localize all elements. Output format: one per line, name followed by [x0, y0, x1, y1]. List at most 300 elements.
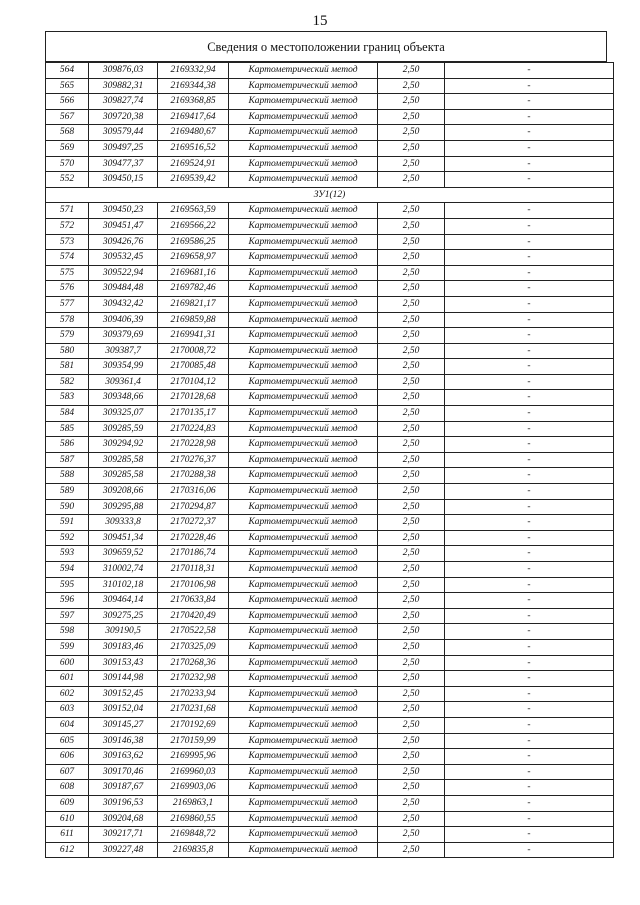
precision-cell: 2,50: [378, 390, 445, 406]
point-number: 609: [46, 795, 89, 811]
coord-x: 309579,44: [89, 125, 158, 141]
coord-y: 2170272,37: [158, 515, 229, 531]
method-cell: Картометрический метод: [229, 764, 378, 780]
precision-cell: 2,50: [378, 94, 445, 110]
description-cell: -: [445, 780, 614, 796]
coord-y: 2170276,37: [158, 452, 229, 468]
coord-y: 2170522,58: [158, 624, 229, 640]
method-cell: Картометрический метод: [229, 717, 378, 733]
method-cell: Картометрический метод: [229, 78, 378, 94]
description-cell: -: [445, 203, 614, 219]
method-cell: Картометрический метод: [229, 562, 378, 578]
point-number: 606: [46, 749, 89, 765]
description-cell: -: [445, 63, 614, 79]
precision-cell: 2,50: [378, 624, 445, 640]
point-number: 602: [46, 686, 89, 702]
precision-cell: 2,50: [378, 608, 445, 624]
precision-cell: 2,50: [378, 639, 445, 655]
table-row: [46, 842, 614, 858]
table-body-second-section: [46, 203, 614, 858]
method-cell: Картометрический метод: [229, 577, 378, 593]
method-cell: Картометрический метод: [229, 390, 378, 406]
coord-y: 2170135,17: [158, 406, 229, 422]
table-row: [46, 328, 614, 344]
point-number: 612: [46, 842, 89, 858]
description-cell: -: [445, 94, 614, 110]
method-cell: Картометрический метод: [229, 484, 378, 500]
precision-cell: 2,50: [378, 686, 445, 702]
method-cell: Картометрический метод: [229, 655, 378, 671]
table-row: [46, 172, 614, 188]
coord-y: 2169995,96: [158, 749, 229, 765]
precision-cell: 2,50: [378, 296, 445, 312]
method-cell: Картометрический метод: [229, 265, 378, 281]
description-cell: -: [445, 608, 614, 624]
coord-x: 309450,23: [89, 203, 158, 219]
table-row: [46, 702, 614, 718]
method-cell: Картометрический метод: [229, 156, 378, 172]
coord-x: 309532,45: [89, 250, 158, 266]
table-row: [46, 359, 614, 375]
point-number: 608: [46, 780, 89, 796]
table-row: [46, 562, 614, 578]
coord-x: 309720,38: [89, 109, 158, 125]
table-row: [46, 296, 614, 312]
method-cell: Картометрический метод: [229, 109, 378, 125]
coord-x: 309144,98: [89, 671, 158, 687]
coordinates-table: [45, 62, 614, 858]
description-cell: -: [445, 265, 614, 281]
method-cell: Картометрический метод: [229, 546, 378, 562]
precision-cell: 2,50: [378, 172, 445, 188]
point-number: 597: [46, 608, 89, 624]
precision-cell: 2,50: [378, 250, 445, 266]
description-cell: -: [445, 530, 614, 546]
point-number: 570: [46, 156, 89, 172]
table-row: [46, 125, 614, 141]
coord-x: 309190,5: [89, 624, 158, 640]
point-number: 593: [46, 546, 89, 562]
coord-y: 2169586,25: [158, 234, 229, 250]
coord-x: 309285,58: [89, 468, 158, 484]
coord-x: 309464,14: [89, 593, 158, 609]
method-cell: Картометрический метод: [229, 780, 378, 796]
description-cell: -: [445, 109, 614, 125]
table-row: [46, 265, 614, 281]
point-number: 578: [46, 312, 89, 328]
point-number: 575: [46, 265, 89, 281]
description-cell: -: [445, 749, 614, 765]
point-number: 603: [46, 702, 89, 718]
coord-x: 309294,92: [89, 437, 158, 453]
point-number: 565: [46, 78, 89, 94]
coord-y: 2170228,46: [158, 530, 229, 546]
point-number: 601: [46, 671, 89, 687]
description-cell: -: [445, 343, 614, 359]
method-cell: Картометрический метод: [229, 94, 378, 110]
description-cell: -: [445, 577, 614, 593]
table-row: [46, 281, 614, 297]
coord-y: 2170008,72: [158, 343, 229, 359]
point-number: 573: [46, 234, 89, 250]
precision-cell: 2,50: [378, 780, 445, 796]
table-row: [46, 343, 614, 359]
coord-y: 2170128,68: [158, 390, 229, 406]
description-cell: -: [445, 484, 614, 500]
coord-y: 2170228,98: [158, 437, 229, 453]
table-row: [46, 686, 614, 702]
table-row: [46, 624, 614, 640]
method-cell: Картометрический метод: [229, 733, 378, 749]
section-subheader: ЗУ1(12): [46, 187, 614, 203]
point-number: 594: [46, 562, 89, 578]
coord-x: 309170,46: [89, 764, 158, 780]
boundary-table-container: [45, 31, 607, 858]
table-row: [46, 749, 614, 765]
method-cell: Картометрический метод: [229, 468, 378, 484]
point-number: 569: [46, 140, 89, 156]
precision-cell: 2,50: [378, 764, 445, 780]
table-row: [46, 374, 614, 390]
precision-cell: 2,50: [378, 795, 445, 811]
coord-y: 2169860,55: [158, 811, 229, 827]
table-row: [46, 452, 614, 468]
point-number: 610: [46, 811, 89, 827]
description-cell: -: [445, 811, 614, 827]
subheader-row: [46, 187, 614, 203]
point-number: 595: [46, 577, 89, 593]
point-number: 599: [46, 639, 89, 655]
method-cell: Картометрический метод: [229, 639, 378, 655]
coord-y: 2170224,83: [158, 421, 229, 437]
precision-cell: 2,50: [378, 234, 445, 250]
precision-cell: 2,50: [378, 63, 445, 79]
point-number: 574: [46, 250, 89, 266]
description-cell: -: [445, 218, 614, 234]
coord-y: 2170288,38: [158, 468, 229, 484]
table-row: [46, 218, 614, 234]
table-row: [46, 109, 614, 125]
precision-cell: 2,50: [378, 265, 445, 281]
precision-cell: 2,50: [378, 452, 445, 468]
coord-x: 309333,8: [89, 515, 158, 531]
coord-x: 309354,99: [89, 359, 158, 375]
table-row: [46, 530, 614, 546]
coord-y: 2170268,36: [158, 655, 229, 671]
table-row: [46, 655, 614, 671]
precision-cell: 2,50: [378, 374, 445, 390]
coord-x: 309379,69: [89, 328, 158, 344]
precision-cell: 2,50: [378, 343, 445, 359]
table-row: [46, 499, 614, 515]
point-number: 585: [46, 421, 89, 437]
table-row: [46, 639, 614, 655]
description-cell: -: [445, 764, 614, 780]
coord-x: 309451,34: [89, 530, 158, 546]
coord-y: 2169539,42: [158, 172, 229, 188]
coord-y: 2169681,16: [158, 265, 229, 281]
description-cell: -: [445, 795, 614, 811]
point-number: 577: [46, 296, 89, 312]
table-row: [46, 671, 614, 687]
description-cell: -: [445, 546, 614, 562]
precision-cell: 2,50: [378, 577, 445, 593]
precision-cell: 2,50: [378, 562, 445, 578]
point-number: 607: [46, 764, 89, 780]
coord-y: 2169332,94: [158, 63, 229, 79]
point-number: 605: [46, 733, 89, 749]
coord-x: 309522,94: [89, 265, 158, 281]
method-cell: Картометрический метод: [229, 312, 378, 328]
description-cell: -: [445, 156, 614, 172]
coord-x: 309196,53: [89, 795, 158, 811]
description-cell: -: [445, 515, 614, 531]
method-cell: Картометрический метод: [229, 437, 378, 453]
precision-cell: 2,50: [378, 655, 445, 671]
description-cell: -: [445, 452, 614, 468]
coord-y: 2169658,97: [158, 250, 229, 266]
table-row: [46, 406, 614, 422]
precision-cell: 2,50: [378, 702, 445, 718]
description-cell: -: [445, 733, 614, 749]
method-cell: Картометрический метод: [229, 374, 378, 390]
table-row: [46, 437, 614, 453]
coord-y: 2169782,46: [158, 281, 229, 297]
method-cell: Картометрический метод: [229, 63, 378, 79]
table-row: [46, 140, 614, 156]
method-cell: Картометрический метод: [229, 172, 378, 188]
table-body-first-section: [46, 63, 614, 188]
method-cell: Картометрический метод: [229, 624, 378, 640]
subheader-section: [46, 187, 614, 203]
coord-x: 309432,42: [89, 296, 158, 312]
coord-y: 2170231,68: [158, 702, 229, 718]
point-number: 566: [46, 94, 89, 110]
coord-y: 2170633,84: [158, 593, 229, 609]
coord-y: 2169344,38: [158, 78, 229, 94]
description-cell: -: [445, 639, 614, 655]
precision-cell: 2,50: [378, 140, 445, 156]
precision-cell: 2,50: [378, 842, 445, 858]
precision-cell: 2,50: [378, 546, 445, 562]
coord-y: 2169480,67: [158, 125, 229, 141]
coord-y: 2169524,91: [158, 156, 229, 172]
point-number: 587: [46, 452, 89, 468]
coord-x: 310002,74: [89, 562, 158, 578]
method-cell: Картометрический метод: [229, 140, 378, 156]
description-cell: -: [445, 593, 614, 609]
table-row: [46, 764, 614, 780]
description-cell: -: [445, 140, 614, 156]
coord-y: 2169848,72: [158, 827, 229, 843]
coord-y: 2170325,09: [158, 639, 229, 655]
coord-x: 309227,48: [89, 842, 158, 858]
coord-x: 309876,03: [89, 63, 158, 79]
coord-y: 2170104,12: [158, 374, 229, 390]
coord-y: 2169563,59: [158, 203, 229, 219]
point-number: 584: [46, 406, 89, 422]
coord-x: 309152,04: [89, 702, 158, 718]
coord-x: 309145,27: [89, 717, 158, 733]
coord-y: 2170316,06: [158, 484, 229, 500]
point-number: 568: [46, 125, 89, 141]
coord-x: 309217,71: [89, 827, 158, 843]
table-row: [46, 78, 614, 94]
method-cell: Картометрический метод: [229, 234, 378, 250]
point-number: 583: [46, 390, 89, 406]
table-row: [46, 234, 614, 250]
coord-x: 310102,18: [89, 577, 158, 593]
coord-x: 309882,31: [89, 78, 158, 94]
description-cell: -: [445, 702, 614, 718]
description-cell: -: [445, 281, 614, 297]
precision-cell: 2,50: [378, 328, 445, 344]
coord-x: 309153,43: [89, 655, 158, 671]
coord-y: 2170232,98: [158, 671, 229, 687]
method-cell: Картометрический метод: [229, 842, 378, 858]
precision-cell: 2,50: [378, 499, 445, 515]
precision-cell: 2,50: [378, 312, 445, 328]
description-cell: -: [445, 842, 614, 858]
table-row: [46, 203, 614, 219]
precision-cell: 2,50: [378, 109, 445, 125]
coord-x: 309477,37: [89, 156, 158, 172]
point-number: 579: [46, 328, 89, 344]
coord-x: 309183,46: [89, 639, 158, 655]
method-cell: Картометрический метод: [229, 593, 378, 609]
coord-x: 309659,52: [89, 546, 158, 562]
coord-y: 2169903,06: [158, 780, 229, 796]
table-row: [46, 515, 614, 531]
precision-cell: 2,50: [378, 484, 445, 500]
table-row: [46, 717, 614, 733]
table-row: [46, 94, 614, 110]
coord-x: 309361,4: [89, 374, 158, 390]
description-cell: -: [445, 562, 614, 578]
precision-cell: 2,50: [378, 421, 445, 437]
coord-x: 309152,45: [89, 686, 158, 702]
description-cell: -: [445, 359, 614, 375]
point-number: 600: [46, 655, 89, 671]
point-number: 596: [46, 593, 89, 609]
coord-x: 309497,25: [89, 140, 158, 156]
coord-y: 2170106,98: [158, 577, 229, 593]
method-cell: Картометрический метод: [229, 125, 378, 141]
table-row: [46, 780, 614, 796]
point-number: 586: [46, 437, 89, 453]
precision-cell: 2,50: [378, 125, 445, 141]
precision-cell: 2,50: [378, 78, 445, 94]
description-cell: -: [445, 624, 614, 640]
coord-x: 309325,07: [89, 406, 158, 422]
method-cell: Картометрический метод: [229, 530, 378, 546]
description-cell: -: [445, 374, 614, 390]
coord-x: 309295,88: [89, 499, 158, 515]
coord-y: 2169516,52: [158, 140, 229, 156]
method-cell: Картометрический метод: [229, 421, 378, 437]
method-cell: Картометрический метод: [229, 671, 378, 687]
page-number: 15: [312, 13, 328, 29]
point-number: 567: [46, 109, 89, 125]
precision-cell: 2,50: [378, 530, 445, 546]
coord-y: 2170118,31: [158, 562, 229, 578]
precision-cell: 2,50: [378, 717, 445, 733]
method-cell: Картометрический метод: [229, 686, 378, 702]
precision-cell: 2,50: [378, 281, 445, 297]
coord-y: 2169960,03: [158, 764, 229, 780]
description-cell: -: [445, 671, 614, 687]
method-cell: Картометрический метод: [229, 218, 378, 234]
description-cell: -: [445, 78, 614, 94]
method-cell: Картометрический метод: [229, 406, 378, 422]
coord-y: 2170192,69: [158, 717, 229, 733]
coord-y: 2169417,64: [158, 109, 229, 125]
point-number: 611: [46, 827, 89, 843]
point-number: 604: [46, 717, 89, 733]
precision-cell: 2,50: [378, 468, 445, 484]
coord-y: 2169859,88: [158, 312, 229, 328]
precision-cell: 2,50: [378, 406, 445, 422]
method-cell: Картометрический метод: [229, 749, 378, 765]
precision-cell: 2,50: [378, 811, 445, 827]
table-row: [46, 484, 614, 500]
point-number: 598: [46, 624, 89, 640]
table-row: [46, 468, 614, 484]
point-number: 580: [46, 343, 89, 359]
point-number: 582: [46, 374, 89, 390]
coord-y: 2170233,94: [158, 686, 229, 702]
table-row: [46, 63, 614, 79]
description-cell: -: [445, 406, 614, 422]
table-row: [46, 250, 614, 266]
method-cell: Картометрический метод: [229, 296, 378, 312]
table-row: [46, 827, 614, 843]
coord-y: 2170420,49: [158, 608, 229, 624]
description-cell: -: [445, 827, 614, 843]
coord-x: 309285,58: [89, 452, 158, 468]
coord-y: 2170085,48: [158, 359, 229, 375]
coord-x: 309348,66: [89, 390, 158, 406]
method-cell: Картометрический метод: [229, 452, 378, 468]
method-cell: Картометрический метод: [229, 499, 378, 515]
table-row: [46, 156, 614, 172]
coord-x: 309484,48: [89, 281, 158, 297]
point-number: 581: [46, 359, 89, 375]
method-cell: Картометрический метод: [229, 827, 378, 843]
table-row: [46, 795, 614, 811]
coord-x: 309187,67: [89, 780, 158, 796]
method-cell: Картометрический метод: [229, 515, 378, 531]
description-cell: -: [445, 328, 614, 344]
coord-y: 2169821,17: [158, 296, 229, 312]
method-cell: Картометрический метод: [229, 702, 378, 718]
coord-y: 2170159,99: [158, 733, 229, 749]
precision-cell: 2,50: [378, 593, 445, 609]
method-cell: Картометрический метод: [229, 281, 378, 297]
description-cell: -: [445, 390, 614, 406]
coord-x: 309285,59: [89, 421, 158, 437]
point-number: 592: [46, 530, 89, 546]
precision-cell: 2,50: [378, 671, 445, 687]
precision-cell: 2,50: [378, 156, 445, 172]
coord-y: 2170294,87: [158, 499, 229, 515]
method-cell: Картометрический метод: [229, 811, 378, 827]
method-cell: Картометрический метод: [229, 250, 378, 266]
coord-y: 2169941,31: [158, 328, 229, 344]
coord-y: 2169863,1: [158, 795, 229, 811]
description-cell: -: [445, 655, 614, 671]
description-cell: -: [445, 234, 614, 250]
